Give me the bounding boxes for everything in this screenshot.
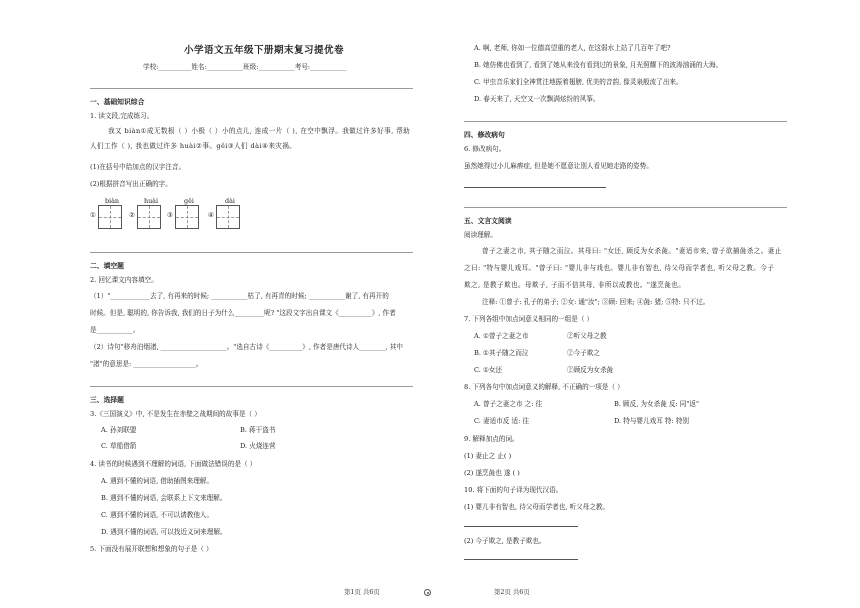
question-3-option-b[interactable]: B. 蒋干盗书 [240, 426, 276, 434]
section-5-heading: 五、文言文阅读 [464, 217, 512, 225]
page-number: 第2页 共6页 [494, 588, 530, 596]
pinyin-label: huài [143, 197, 159, 205]
exam-title: 小学语文五年级下册期末复习提优卷 [184, 45, 345, 56]
classical-passage-line-2: 之曰: "特与婴儿戏耳。"曾子曰: "婴儿非与戏也。婴儿非有智也, 待父母而学者也, 听父母之教。今子 [464, 264, 775, 272]
classical-passage-line-3: 欺之, 是教子欺也。母欺子, 子而不信其母, 非所以成教也。"遂烹彘也。 [464, 281, 686, 289]
divider [90, 252, 413, 253]
divider [464, 207, 787, 208]
section-3-heading: 三、选择题 [90, 396, 124, 404]
section-1-heading: 一、基础知识综合 [90, 98, 145, 106]
question-8-option-b[interactable]: B. 顾反, 为女杀彘 反: 同"返" [614, 400, 700, 408]
pinyin-label: biàn [104, 197, 120, 205]
question-9-item-2[interactable]: (2) 遂烹彘也 遂 ( ) [464, 469, 520, 477]
passage-notes: 注释: ①曾子: 孔子的弟子; ②女: 通"汝"; ③顾: 回来; ④彘: 猪; ⑤特: 只不过。 [482, 298, 710, 306]
circled-number: ④ [208, 211, 214, 219]
question-2-line-5: "渚"的意思是: ___________________。 [90, 360, 203, 368]
divider [90, 386, 413, 387]
question-4-option-a[interactable]: A. 遇到不懂的词语, 借助插图来理解。 [101, 477, 214, 485]
page-number: 第1页 共6页 [344, 588, 380, 596]
question-2-stem: 2. 回忆课文内容填空。 [90, 276, 158, 284]
question-7-option-c-1[interactable]: C. ①女还 [474, 366, 503, 374]
question-5-option-a[interactable]: A. 啊, 老师, 你如一位德高望重的老人, 在这弱水上站了几百年了吧? [474, 44, 671, 52]
circled-number: ① [90, 211, 96, 219]
question-6-stem: 6. 修改病句。 [464, 145, 506, 153]
circled-number: ③ [167, 211, 173, 219]
question-7-stem: 7. 下列各组中加点词意义相同的一组是（ ） [464, 315, 594, 323]
question-4-option-d[interactable]: D. 遇到不懂的词语, 可以找近义词来理解。 [101, 528, 227, 536]
question-2-line-1: （1）"____________去了, 有再来的时候; ___________枯了, 有再青的时候; ___________谢了, 有再开的 [90, 292, 389, 300]
question-8-stem: 8. 下列各句中加点词意义的解释, 不正确的一项是（ ） [464, 383, 624, 391]
question-4-option-c[interactable]: C. 遇到不懂的词语, 不可以请教他人。 [101, 511, 214, 519]
answer-line[interactable] [464, 526, 578, 527]
question-1-stem: 1. 读文段,完成练习。 [90, 112, 154, 120]
question-9-stem: 9. 解释加点的词。 [464, 435, 519, 443]
writing-grid-box[interactable] [175, 205, 199, 229]
question-7-option-c-2: ②顾反为女杀彘 [567, 366, 614, 374]
question-2-line-2: 时候。但是, 聪明的, 你告诉我, 我们的日子为什么_________呢? "这段文字出自课文《__________》, 作者 [90, 309, 396, 317]
question-4-option-b[interactable]: B. 遇到不懂的词语, 会联系上下文来理解。 [101, 494, 227, 502]
section-2-heading: 二、填空题 [90, 262, 124, 270]
question-1-sub-2: (2)根据拼音写出正确的字。 [90, 180, 172, 188]
question-2-line-3: 是___________。 [90, 326, 140, 334]
question-6-sentence: 虽然她得过小儿麻痹症, 但是她不愿意让别人看见她走路的姿势。 [464, 162, 653, 170]
question-7-option-b-1[interactable]: B. ①其子随之而泣 [474, 349, 529, 357]
question-8-option-c[interactable]: C. 妻适市反 适: 往 [474, 417, 529, 425]
question-3-option-c[interactable]: C. 草船借箭 [101, 442, 137, 450]
classical-passage-line-1: 曾子之妻之市, 其子随之而泣。其母曰: "女还, 顾反为女杀彘。"妻适市来, 曾子欲捕彘杀之。妻止 [482, 247, 782, 255]
section-4-heading: 四、修改病句 [464, 131, 505, 139]
question-1-sub-1: (1)在括号中给加点的汉字注音。 [90, 163, 186, 171]
reading-label: 阅读理解。 [464, 231, 497, 239]
divider [90, 88, 413, 89]
question-3-stem: 3.《三国演义》中, 不是发生在赤壁之战期间的故事是（ ） [90, 410, 261, 418]
question-8-option-a[interactable]: A. 曾子之妻之市 之: 往 [474, 400, 543, 408]
question-9-item-1[interactable]: (1) 妻止之 止( ) [464, 452, 512, 460]
circled-number: ② [129, 211, 135, 219]
answer-line[interactable] [464, 559, 578, 560]
writing-grid-box[interactable] [98, 205, 122, 229]
question-5-option-c[interactable]: C. 甲虫音乐家们全神贯注地振着翅膀, 优美的音韵, 像灵泉般流了出来。 [474, 78, 683, 86]
writing-grid-box[interactable] [137, 205, 161, 229]
question-5-stem: 5. 下面没有展开联想和想象的句子是（ ） [90, 545, 213, 553]
question-5-option-d[interactable]: D. 春天来了, 天空又一次飘满炫纷的风筝。 [474, 95, 600, 103]
question-7-option-a-1[interactable]: A. ①曾子之妻之市 [474, 332, 529, 340]
student-info-line: 学校:__________姓名:___________班级:___________考号:___________ [143, 63, 347, 71]
question-10-item-1: (1) 婴儿非有智也, 待父母而学者也, 听父母之教。 [464, 503, 610, 511]
question-1-passage-line-2: 人们工作（ ), 我也做过许多 huài②事。gěi③人们 dài④来灾祸。 [90, 142, 297, 150]
question-3-option-d[interactable]: D. 火烧连营 [240, 442, 276, 450]
question-7-option-b-2: ②今子欺之 [567, 349, 600, 357]
question-10-item-2: (2) 今子欺之, 是教子欺也。 [464, 537, 546, 545]
writing-grid-box[interactable] [216, 205, 240, 229]
question-10-stem: 10. 将下面的句子译为现代汉语。 [464, 486, 563, 494]
question-7-option-a-2: ②听父母之教 [567, 332, 607, 340]
pinyin-label: gěi [184, 197, 194, 205]
question-8-option-d[interactable]: D. 特与婴儿戏耳 特: 特别 [614, 417, 690, 425]
question-5-option-b[interactable]: B. 她仿佛也看到了, 看到了她从来没有看到过的景象, 月光照耀下的波涛汹涌的大海。 [474, 61, 723, 69]
question-2-line-4: （2）诗句"移舟泊烟渚, ____________________。"选自古诗《__________》, 作者是唐代诗人________, 其中 [90, 343, 403, 351]
question-1-passage-line-1: 我又 biàn①成无数根（ ）小极（ ）小的点儿, 连成一片（ ), 在空中飘浮。我做过许多好事, 帮助 [108, 127, 411, 135]
question-4-stem: 4. 读书的时候遇到不理解的词语, 下面做法错误的是（ ） [90, 460, 257, 468]
right-page [430, 0, 860, 608]
divider [464, 121, 787, 122]
answer-line[interactable] [464, 187, 606, 188]
pinyin-label: dài [225, 197, 235, 205]
question-3-option-a[interactable]: A. 孙刘联盟 [101, 426, 137, 434]
